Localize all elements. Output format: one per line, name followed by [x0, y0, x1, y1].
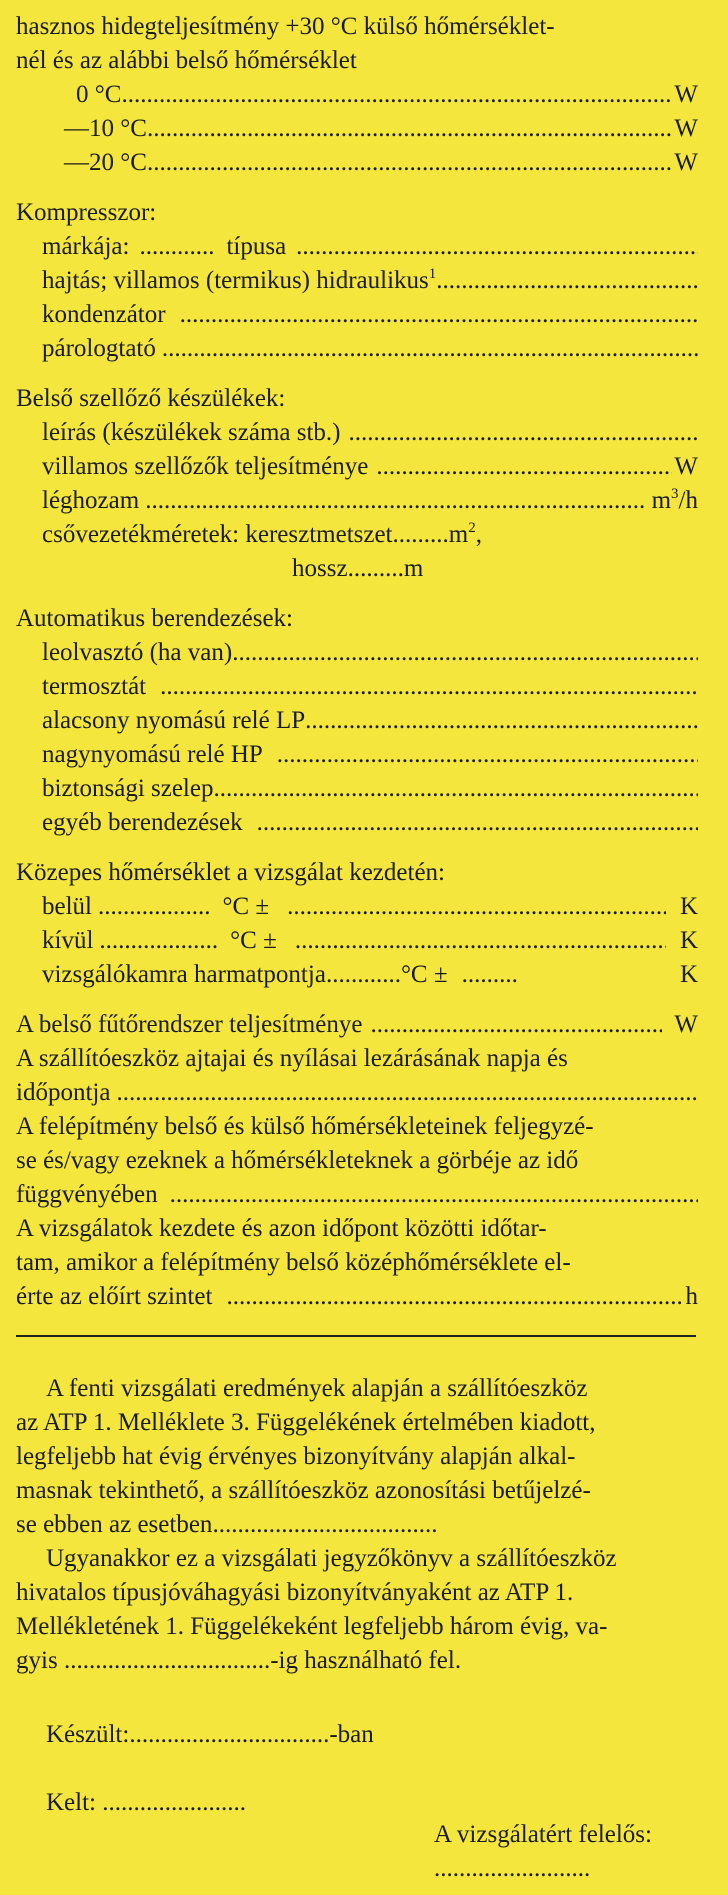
avg-temp-field[interactable]: ............: [325, 961, 401, 988]
automatic-item-field[interactable]: [160, 670, 698, 704]
unit-base: m: [651, 487, 672, 514]
automatic-item-row: [42, 806, 698, 840]
airflow-row: [42, 484, 698, 518]
cooling-intro-line2: nél és az alábbi belső hőmérséklet: [16, 47, 357, 74]
made-in-suffix: -ban: [329, 1721, 374, 1748]
unit-label: W: [674, 1011, 698, 1038]
duration-field[interactable]: [226, 1280, 683, 1314]
airflow-label: léghozam: [42, 487, 140, 514]
automatic-item-field[interactable]: [257, 806, 698, 840]
airflow-field[interactable]: [145, 484, 643, 518]
description-row: [42, 416, 698, 450]
avg-temp-row: [42, 924, 698, 958]
conclusion-p1-text: se ebben az esetben: [16, 1511, 213, 1538]
drive-field[interactable]: [436, 264, 698, 298]
unit-label: K: [679, 927, 698, 954]
record-row: [16, 1178, 698, 1212]
fan-power-label: villamos szellőzők teljesítménye: [42, 453, 369, 480]
description-field[interactable]: [349, 416, 699, 450]
made-in-row: [46, 1718, 374, 1752]
conclusion-p1-line1: A fenti vizsgálati eredmények alapján a szállítóeszköz: [46, 1375, 588, 1402]
unit-tail: /h: [678, 487, 698, 514]
conclusion-p2-line3: Mellékletének 1. Függelékeként legfeljebb három évig, va-: [16, 1613, 608, 1640]
doors-line1: A szállítóeszköz ajtajai és nyílásai lezárásának napja és: [16, 1045, 568, 1072]
tolerance-field[interactable]: .........: [461, 961, 518, 988]
unit-label: W: [674, 81, 698, 108]
duration-label: érte az előírt szintet: [16, 1283, 213, 1310]
unit-label: W: [674, 149, 698, 176]
length-field[interactable]: .........: [347, 555, 404, 582]
temp-row: [64, 112, 698, 146]
brand-label: márkája:: [42, 233, 130, 260]
heating-power-row: [16, 1008, 698, 1042]
unit-label: W: [674, 453, 698, 480]
automatic-item-row: [42, 772, 698, 806]
ducts-row: [42, 518, 482, 552]
ducts-label: csővezetékméretek: keresztmetszet: [42, 521, 393, 548]
avg-temp-label: vizsgálókamra harmatpontja: [42, 961, 326, 988]
cooling-intro-line1: hasznos hidegteljesítmény +30 °C külső hőmérséklet-: [16, 13, 555, 40]
compressor-drive-row: [42, 264, 698, 298]
evaporator-label: párologtató: [42, 335, 156, 362]
record-line1: A felépítmény belső és külső hőmérsékleteinek feljegyzé-: [16, 1113, 594, 1140]
condenser-row: [42, 298, 698, 332]
automatic-item-field[interactable]: [213, 772, 698, 806]
made-in-label: Készült:: [46, 1721, 130, 1748]
automatic-item-label: nagynyomású relé HP: [42, 741, 263, 768]
dotted-leader[interactable]: [147, 112, 672, 146]
dotted-leader[interactable]: [121, 78, 672, 112]
dated-row: [46, 1786, 246, 1820]
condenser-label: kondenzátor: [42, 301, 166, 328]
unit-label: [652, 484, 698, 518]
avg-temp-mid: °C ±: [230, 927, 277, 954]
unit-exponent: 3: [671, 486, 679, 502]
unit-base: m: [448, 521, 469, 548]
length-row: [292, 552, 423, 586]
tolerance-field[interactable]: [287, 890, 666, 924]
tolerance-field[interactable]: [295, 924, 666, 958]
automatic-item-label: termosztát: [42, 673, 147, 700]
avg-temp-label: belül: [42, 893, 92, 920]
automatic-item-row: [42, 636, 698, 670]
conclusion-p1-line2: az ATP 1. Melléklete 3. Függelékének értelmében kiadott,: [16, 1409, 596, 1436]
heating-power-label: A belső fűtőrendszer teljesítménye: [16, 1011, 363, 1038]
unit-label: K: [679, 893, 698, 920]
temp-label: —20 °C: [64, 149, 147, 176]
type-label: típusa: [226, 233, 287, 260]
avg-temp-row: [42, 958, 698, 992]
automatic-item-label: egyéb berendezések: [42, 809, 243, 836]
ventilation-heading: Belső szellőző készülékek:: [16, 385, 286, 412]
automatic-item-field[interactable]: [277, 738, 698, 772]
fan-power-row: [42, 450, 698, 484]
dotted-leader[interactable]: [147, 146, 672, 180]
validity-date-field[interactable]: .................................: [63, 1647, 271, 1674]
footnote-marker: 1: [428, 266, 437, 282]
record-field[interactable]: [170, 1178, 698, 1212]
conclusion-p1-line5: [16, 1508, 437, 1542]
unit-label: m: [403, 555, 424, 582]
temp-row: [76, 78, 698, 112]
automatic-item-field[interactable]: [232, 636, 698, 670]
unit-label: K: [679, 961, 698, 988]
automatic-item-row: [42, 670, 698, 704]
fan-power-field[interactable]: [376, 450, 672, 484]
automatic-item-row: [42, 704, 698, 738]
avg-temp-heading: Közepes hőmérséklet a vizsgálat kezdetén:: [16, 859, 445, 886]
unit-label: W: [674, 115, 698, 142]
record-line2: se és/vagy ezeknek a hőmérsékleteknek a görbéje az idő: [16, 1147, 579, 1174]
dated-label: Kelt:: [46, 1789, 96, 1816]
automatic-item-label: biztonsági szelep: [42, 775, 214, 802]
compressor-heading: Kompresszor:: [16, 199, 157, 226]
doors-row: [16, 1076, 698, 1110]
doors-field[interactable]: [116, 1076, 698, 1110]
heating-power-field[interactable]: [370, 1008, 662, 1042]
brand-field[interactable]: ............: [139, 233, 215, 260]
duration-line2: tam, amikor a felépítmény belső középhőmérséklete el-: [16, 1249, 571, 1276]
temp-label: —10 °C: [64, 115, 147, 142]
conclusion-p2-line2: hivatalos típusjóváhagyási bizonyítványaként az ATP 1.: [16, 1579, 574, 1606]
conclusion-p1-line3: legfeljebb hat évig érvényes bizonyítvány alapján alkal-: [16, 1443, 576, 1470]
avg-temp-mid: °C ±: [222, 893, 270, 920]
avg-temp-label: kívül: [42, 927, 94, 954]
record-label: függvényében: [16, 1181, 158, 1208]
conclusion-p2-line4: [16, 1644, 461, 1678]
drive-text: hajtás; villamos (termikus) hidraulikus: [42, 267, 429, 294]
automatic-item-row: [42, 738, 698, 772]
duration-line1: A vizsgálatok kezdete és azon időpont közötti időtar-: [16, 1215, 547, 1242]
avg-temp-field[interactable]: ...................: [99, 927, 219, 954]
ducts-field[interactable]: .........: [392, 521, 449, 548]
automatic-item-field[interactable]: [305, 704, 698, 738]
unit-tail: ,: [475, 521, 482, 548]
length-label: hossz: [292, 555, 348, 582]
avg-temp-row: [42, 890, 698, 924]
unit-label: h: [685, 1283, 698, 1310]
drive-label: [42, 264, 436, 298]
automatic-heading: Automatikus berendezések:: [16, 605, 293, 632]
doors-label: időpontja: [16, 1079, 111, 1106]
duration-row: [16, 1280, 698, 1314]
evaporator-field[interactable]: [162, 332, 698, 366]
conclusion-p2-line1: Ugyanakkor ez a vizsgálati jegyzőkönyv a szállítóeszköz: [46, 1545, 617, 1572]
temp-label: 0 °C: [76, 81, 122, 108]
avg-temp-field[interactable]: ..................: [98, 893, 211, 920]
responsible-signature-field[interactable]: .........................: [434, 1855, 591, 1882]
evaporator-row: [42, 332, 698, 366]
responsible-label: A vizsgálatért felelős:: [434, 1821, 652, 1848]
automatic-item-label: leolvasztó (ha van): [42, 639, 233, 666]
avg-temp-mid: °C ±: [400, 961, 448, 988]
automatic-item-label: alacsony nyomású relé LP: [42, 707, 306, 734]
conclusion-p2-post: -ig használható fel.: [270, 1647, 462, 1674]
conclusion-p1-line4: masnak tekinthető, a szállítóeszköz azonosítási betűjelzé-: [16, 1477, 591, 1504]
section-divider: [16, 1335, 696, 1337]
compressor-brand-row: [42, 230, 698, 264]
type-field[interactable]: [296, 230, 698, 264]
dated-field[interactable]: .......................: [102, 1789, 246, 1816]
unit-exponent: 2: [468, 520, 476, 536]
made-in-field[interactable]: ................................: [129, 1721, 330, 1748]
condenser-field[interactable]: [180, 298, 698, 332]
identification-field[interactable]: ....................................: [212, 1511, 438, 1538]
temp-row: [64, 146, 698, 180]
conclusion-p2-pre: gyis: [16, 1647, 58, 1674]
description-label: leírás (készülékek száma stb.): [42, 419, 341, 446]
